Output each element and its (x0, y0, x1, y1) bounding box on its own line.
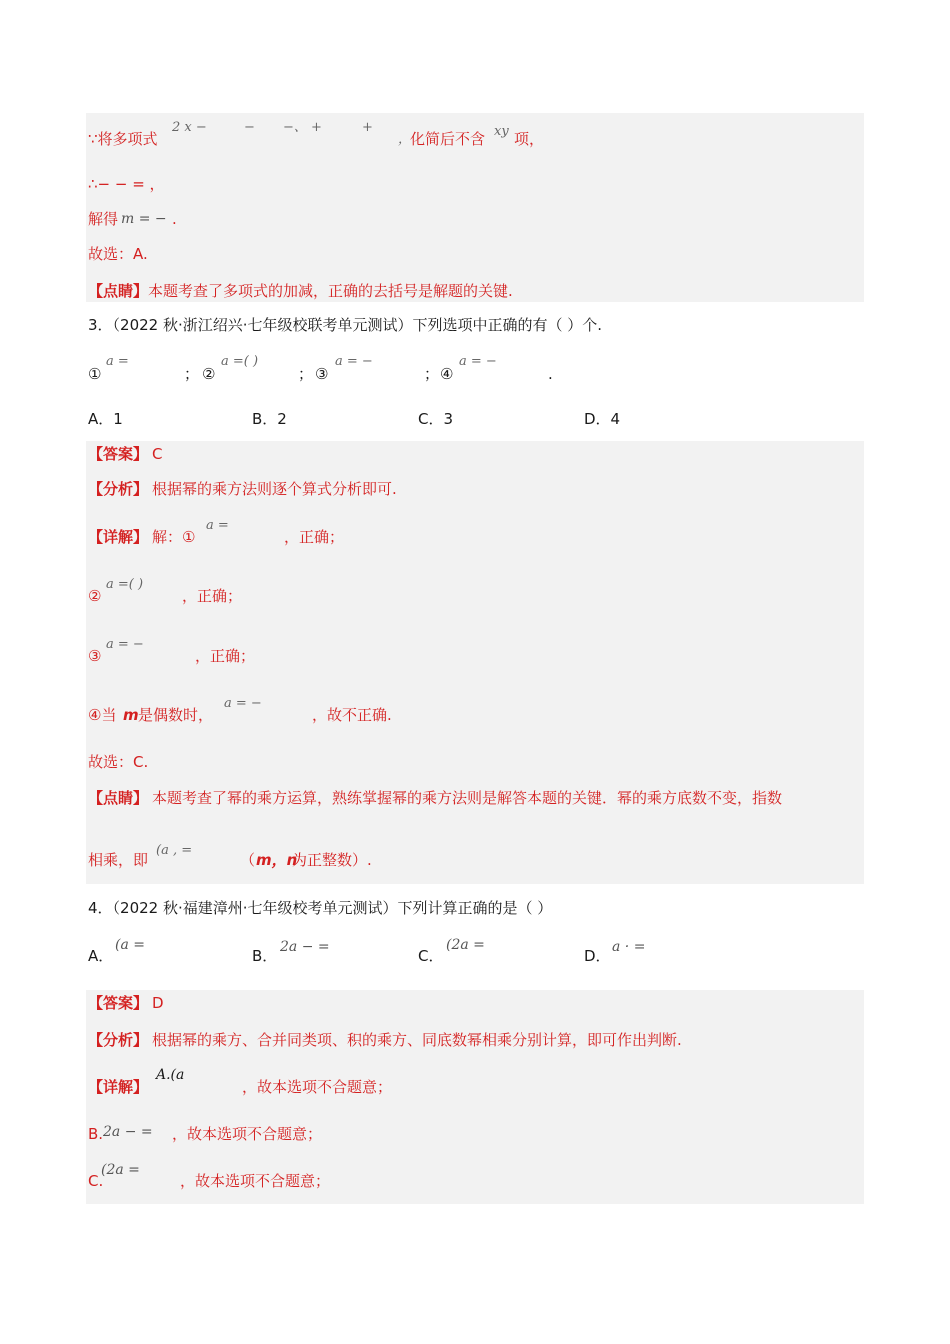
q3-item1-math: a = (106, 354, 129, 369)
q3-item3-mark: ③ (315, 365, 329, 383)
q4-option-d-math: a · = (612, 939, 646, 955)
panel2-d1-math: a = (206, 518, 229, 533)
panel3-analysis-tag: 【分析】 (88, 1031, 149, 1049)
q3-item4-mark: ④ (440, 365, 454, 383)
panel3-dC-math: (2a = (101, 1162, 140, 1178)
panel3-dB-label: B. (88, 1125, 104, 1143)
panel2-d2-text: ，正确； (182, 587, 243, 605)
q4-option-a-label: A． (88, 947, 114, 965)
panel3-dC-text: ，故本选项不合题意； (180, 1172, 331, 1190)
panel1-line3-end: . (172, 210, 177, 228)
panel2-comment-line2-mn: m，n (256, 851, 298, 869)
q3-stem: 3．（2022 秋·浙江绍兴·七年级校联考单元测试）下列选项中正确的有（ ）个. (88, 316, 603, 334)
panel2-answer: C (152, 445, 163, 463)
panel3-dC-label: C. (88, 1172, 104, 1190)
panel2-answer-tag: 【答案】 (88, 445, 149, 463)
q3-item1-mark: ① (88, 365, 102, 383)
panel1-poly-frag5: ， (398, 132, 412, 147)
panel2-d4-math: a = − (224, 696, 262, 711)
panel2-d1-text: ，正确； (284, 528, 345, 546)
panel2-comment-line2-open: （ (240, 851, 256, 869)
panel1-poly-frag4: + (362, 120, 373, 135)
q4-stem: 4．（2022 秋·福建漳州·七年级校考单元测试）下列计算正确的是（ ） (88, 899, 553, 917)
panel1-line1-prefix: ∵将多项式 (88, 130, 158, 148)
panel3-answer-tag: 【答案】 (88, 994, 149, 1012)
panel1-line3-prefix: 解得 (88, 210, 119, 228)
panel1-comment: 本题考查了多项式的加减，正确的去括号是解题的关键. (148, 282, 513, 300)
panel3-dB-math: 2a − = (103, 1124, 153, 1140)
q3-item2-mark: ② (202, 365, 216, 383)
q3-item2-math: a =( ) (221, 354, 259, 369)
panel1-poly-frag3: −、 + (283, 120, 322, 135)
q3-option-b: B．2 (252, 410, 287, 428)
panel2-d3-text: ，正确； (195, 647, 256, 665)
q3-item4-math: a = − (459, 354, 497, 369)
q4-option-a-math: (a = (115, 937, 145, 953)
q3-item2-sep: ； (298, 365, 314, 383)
panel2-comment-line2-math: (a , = (156, 843, 193, 858)
panel2-d4-prefix: ④当 (88, 706, 117, 724)
panel2-d4-m: m (123, 706, 139, 724)
panel2-choose: 故选：C. (88, 753, 149, 771)
q3-option-d: D．4 (584, 410, 621, 428)
panel3-dA-text: ，故本选项不合题意； (242, 1078, 393, 1096)
q4-option-c-math: (2a = (446, 937, 485, 953)
panel2-analysis: 根据幂的乘方法则逐个算式分析即可. (152, 480, 397, 498)
panel2-d4-mid: 是偶数时， (138, 706, 214, 724)
panel2-comment-line2-prefix: 相乘，即 (88, 851, 149, 869)
panel2-analysis-tag: 【分析】 (88, 480, 149, 498)
q3-item4-sep: . (548, 365, 553, 383)
q3-item3-sep: ； (424, 365, 440, 383)
panel2-comment-line2-end: 为正整数）. (292, 851, 372, 869)
panel2-detail-intro: 解：① (152, 528, 196, 546)
panel3-dA-math: A.(a (156, 1067, 185, 1083)
panel2-d3-math: a = − (106, 637, 144, 652)
panel3-detail-tag: 【详解】 (88, 1078, 149, 1096)
panel2-comment-line1: 本题考查了幂的乘方运算，熟练掌握幂的乘方法则是解答本题的关键．幂的乘方底数不变，指数 (152, 789, 783, 807)
panel1-xy: xy (494, 124, 509, 139)
panel2-d4-text: ，故不正确. (312, 706, 392, 724)
panel3-dB-text: ，故本选项不合题意； (172, 1125, 323, 1143)
panel1-line2: ∴− − = ， (88, 175, 165, 193)
panel2-d3-mark: ③ (88, 647, 102, 665)
q4-option-b-math: 2a − = (280, 939, 330, 955)
q3-option-a: A．1 (88, 410, 123, 428)
panel1-choose: 故选：A. (88, 245, 148, 263)
q4-option-b-label: B． (252, 947, 278, 965)
panel3-analysis: 根据幂的乘方、合并同类项、积的乘方、同底数幂相乘分别计算，即可作出判断. (152, 1031, 682, 1049)
q3-item3-math: a = − (335, 354, 373, 369)
panel2-d2-math: a =( ) (106, 577, 144, 592)
panel2-detail-tag: 【详解】 (88, 528, 149, 546)
panel2-d2-mark: ② (88, 587, 102, 605)
q3-item1-sep: ； (184, 365, 200, 383)
panel1-comment-tag: 【点睛】 (88, 282, 149, 300)
panel1-line1-suffix: 化简后不含 (410, 130, 486, 148)
panel1-line1-end: 项， (514, 130, 545, 148)
panel1-poly-frag2: − (244, 120, 255, 135)
panel1-line3-math: m = − (121, 211, 167, 227)
panel1-poly-frag1: 2 x − (172, 120, 207, 135)
panel2-comment-tag: 【点睛】 (88, 789, 149, 807)
q4-option-d-label: D． (584, 947, 611, 965)
panel3-answer: D (152, 994, 164, 1012)
q4-option-c-label: C． (418, 947, 444, 965)
q3-option-c: C．3 (418, 410, 454, 428)
